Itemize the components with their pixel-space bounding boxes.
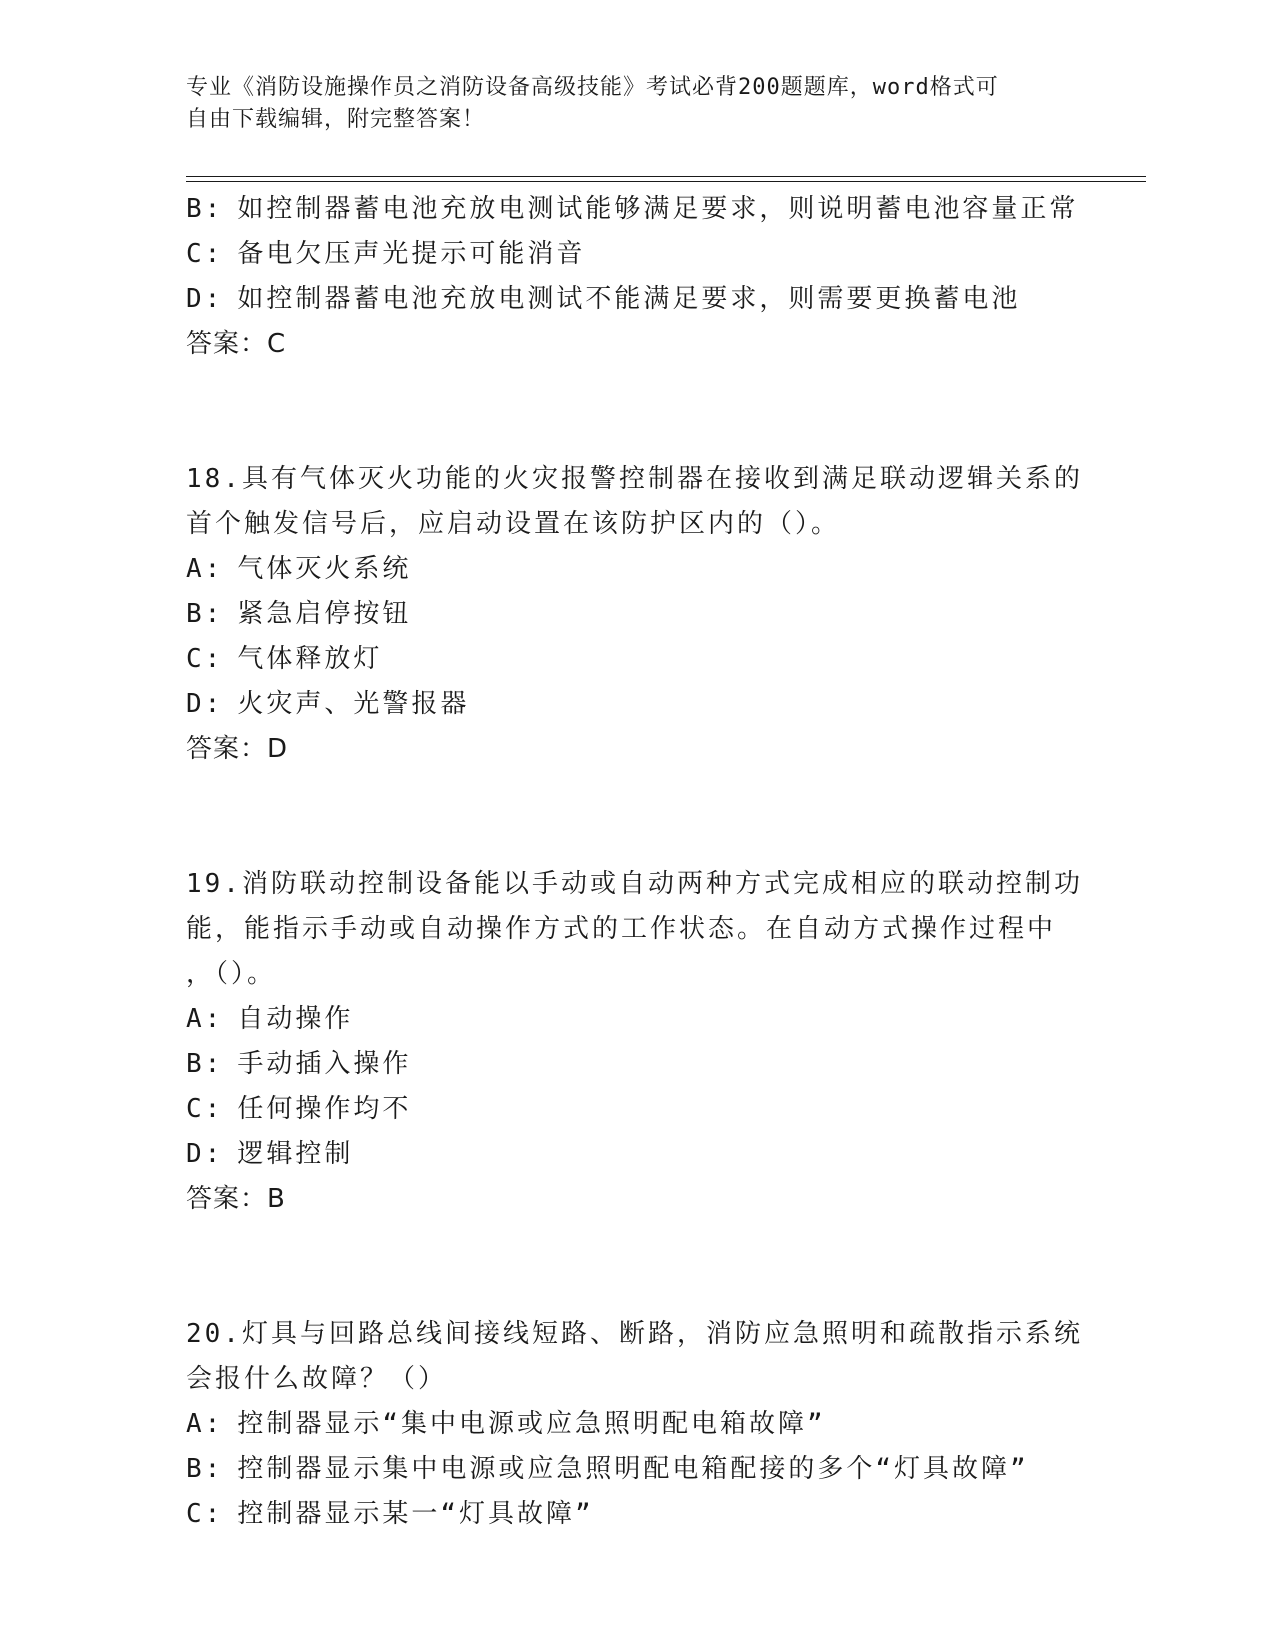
- option-key: B:: [186, 1454, 224, 1484]
- question-text-line: 能，能指示手动或自动操作方式的工作状态。在自动方式操作过程中: [186, 914, 1057, 944]
- option-text: 控制器显示某一“灯具故障”: [237, 1499, 594, 1529]
- option-c: [186, 637, 1066, 682]
- option-key: D:: [186, 689, 224, 719]
- option-key: C:: [186, 1499, 224, 1529]
- option-key: A:: [186, 1409, 224, 1439]
- question-17-tail: [186, 187, 1079, 367]
- option-key: D:: [186, 1139, 224, 1169]
- option-text: 逻辑控制: [237, 1139, 354, 1169]
- option-text: 紧急启停按钮: [237, 599, 412, 629]
- option-text: 如控制器蓄电池充放电测试能够满足要求，则说明蓄电池容量正常: [237, 194, 1079, 224]
- option-b: [186, 592, 1066, 637]
- option-text: 气体释放灯: [237, 644, 383, 674]
- option-a: [186, 1402, 1066, 1447]
- option-key: B:: [186, 599, 224, 629]
- question-text-line: 会报什么故障？（）: [186, 1364, 448, 1394]
- option-text: 自动操作: [237, 1004, 354, 1034]
- option-text: 控制器显示“集中电源或应急照明配电箱故障”: [237, 1409, 826, 1439]
- question-content: [186, 187, 1083, 1537]
- option-text: 气体灭火系统: [237, 554, 412, 584]
- question-20: [186, 1312, 1083, 1537]
- option-key: C:: [186, 644, 224, 674]
- option-a: [186, 547, 1066, 592]
- page-header: [186, 72, 1066, 136]
- spacer: [186, 367, 1066, 457]
- option-d: [186, 277, 1066, 322]
- header-line-1: 专业《消防设施操作员之消防设备高级技能》考试必背200题题库，word格式可: [186, 75, 999, 100]
- option-b: [186, 1447, 1066, 1492]
- answer-label: 答案：C: [186, 329, 287, 359]
- option-text: 如控制器蓄电池充放电测试不能满足要求，则需要更换蓄电池: [237, 284, 1021, 314]
- option-c: [186, 1087, 1066, 1132]
- answer-label: 答案：D: [186, 734, 289, 764]
- header-divider-top: [186, 176, 1146, 177]
- option-b: [186, 187, 1079, 232]
- option-d: [186, 1132, 1066, 1177]
- option-key: A:: [186, 1004, 224, 1034]
- spacer: [186, 1222, 1066, 1312]
- option-a: [186, 997, 1066, 1042]
- option-key: B:: [186, 194, 224, 224]
- option-c: [186, 232, 1066, 277]
- question-18: [186, 457, 1083, 772]
- question-text-line: 20.灯具与回路总线间接线短路、断路，消防应急照明和疏散指示系统: [186, 1319, 1083, 1349]
- question-19: [186, 862, 1083, 1222]
- header-line-2: 自由下载编辑，附完整答案！: [186, 107, 486, 132]
- option-key: C:: [186, 239, 224, 269]
- question-text-line: 首个触发信号后，应启动设置在该防护区内的（）。: [186, 509, 841, 539]
- spacer: [186, 772, 1066, 862]
- option-text: 备电欠压声光提示可能消音: [237, 239, 586, 269]
- question-text-line: 19.消防联动控制设备能以手动或自动两种方式完成相应的联动控制功: [186, 869, 1083, 899]
- option-d: [186, 682, 1066, 727]
- option-c: [186, 1492, 1066, 1537]
- option-text: 控制器显示集中电源或应急照明配电箱配接的多个“灯具故障”: [237, 1454, 1029, 1484]
- option-b: [186, 1042, 1066, 1087]
- question-text-line: 18.具有气体灭火功能的火灾报警控制器在接收到满足联动逻辑关系的: [186, 464, 1083, 494]
- option-text: 手动插入操作: [237, 1049, 412, 1079]
- answer-label: 答案：B: [186, 1184, 286, 1214]
- option-key: D:: [186, 284, 224, 314]
- header-divider-bottom: [186, 181, 1146, 182]
- option-text: 任何操作均不: [237, 1094, 412, 1124]
- option-text: 火灾声、光警报器: [237, 689, 470, 719]
- question-text-line: ，（）。: [186, 959, 277, 989]
- option-key: B:: [186, 1049, 224, 1079]
- option-key: C:: [186, 1094, 224, 1124]
- option-key: A:: [186, 554, 224, 584]
